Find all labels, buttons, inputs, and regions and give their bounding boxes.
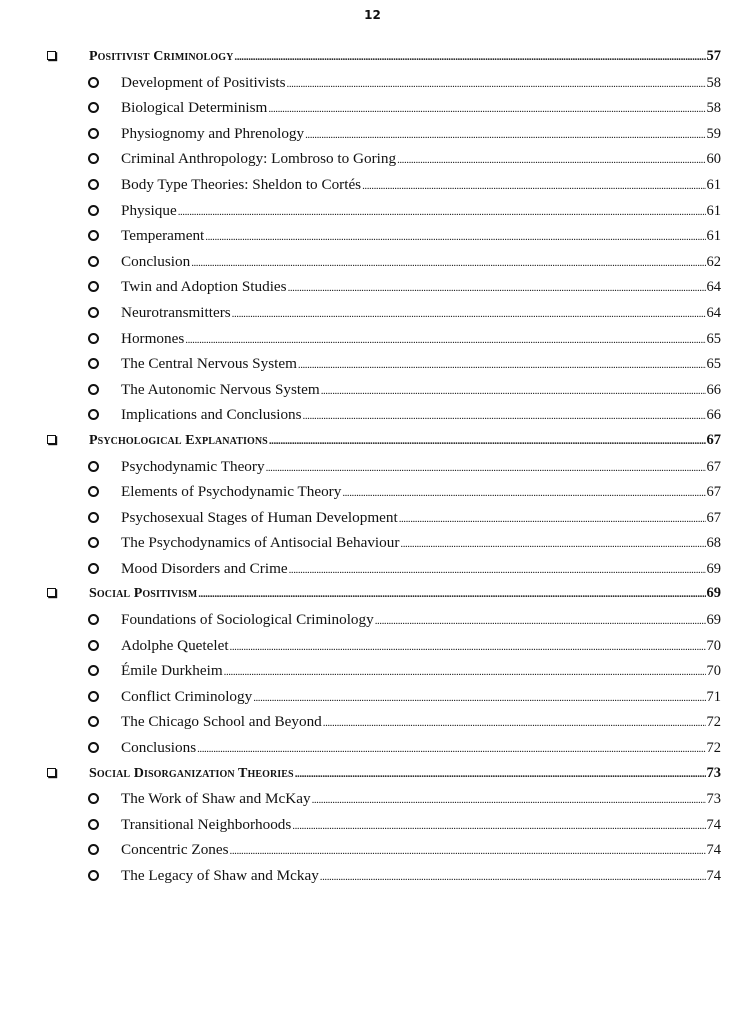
circle-bullet-icon bbox=[88, 870, 99, 881]
toc-page-number: 72 bbox=[706, 714, 721, 731]
toc-entry-title: Foundations of Sociological Criminology bbox=[121, 611, 374, 629]
toc-line bbox=[89, 761, 721, 787]
dot-leader bbox=[320, 865, 706, 891]
toc-page-number: 67 bbox=[706, 431, 721, 448]
toc-line bbox=[89, 44, 721, 70]
toc-subsection-entry bbox=[0, 377, 745, 403]
dot-leader bbox=[399, 507, 706, 533]
circle-bullet-icon bbox=[88, 793, 99, 804]
toc-line bbox=[121, 863, 721, 889]
dot-leader bbox=[205, 225, 705, 251]
toc-subsection-entry bbox=[0, 172, 745, 198]
toc-page-number: 58 bbox=[706, 74, 721, 91]
dot-leader bbox=[185, 328, 705, 354]
toc-subsection-entry bbox=[0, 837, 745, 863]
toc-subsection-entry bbox=[0, 300, 745, 326]
toc-page-number: 67 bbox=[706, 484, 721, 501]
toc-subsection-entry bbox=[0, 454, 745, 480]
toc-subsection-entry bbox=[0, 479, 745, 505]
dot-leader bbox=[268, 97, 705, 123]
toc-line bbox=[121, 121, 721, 147]
circle-bullet-icon bbox=[88, 205, 99, 216]
dot-leader bbox=[289, 558, 706, 584]
dot-leader bbox=[198, 582, 705, 608]
toc-subsection-entry bbox=[0, 658, 745, 684]
toc-subsection-entry bbox=[0, 607, 745, 633]
dot-leader bbox=[298, 353, 706, 379]
dot-leader bbox=[288, 276, 706, 302]
toc-page-number: 74 bbox=[706, 816, 721, 833]
toc-subsection-entry bbox=[0, 198, 745, 224]
toc-line bbox=[121, 223, 721, 249]
toc-subsection-entry bbox=[0, 326, 745, 352]
circle-bullet-icon bbox=[88, 281, 99, 292]
toc-page-number: 66 bbox=[706, 407, 721, 424]
toc-entry-title: Concentric Zones bbox=[121, 841, 229, 859]
dot-leader bbox=[342, 481, 705, 507]
toc-line bbox=[121, 812, 721, 838]
dot-leader bbox=[269, 429, 706, 455]
toc-entry-title: The Work of Shaw and McKay bbox=[121, 790, 311, 808]
circle-bullet-icon bbox=[88, 128, 99, 139]
toc-line bbox=[121, 505, 721, 531]
circle-bullet-icon bbox=[88, 384, 99, 395]
toc-line bbox=[121, 556, 721, 582]
circle-bullet-icon bbox=[88, 486, 99, 497]
toc-page-number: 69 bbox=[706, 612, 721, 629]
toc-line bbox=[121, 735, 721, 761]
toc-entry-title: Implications and Conclusions bbox=[121, 406, 302, 424]
page-number: 12 bbox=[364, 8, 381, 22]
dot-leader bbox=[197, 737, 705, 763]
dot-leader bbox=[397, 148, 705, 174]
circle-bullet-icon bbox=[88, 230, 99, 241]
circle-bullet-icon bbox=[88, 844, 99, 855]
toc-entry-title: Émile Durkheim bbox=[121, 662, 223, 680]
dot-leader bbox=[234, 45, 705, 71]
toc-page-number: 57 bbox=[706, 48, 721, 64]
dot-leader bbox=[312, 788, 706, 814]
toc-entry-title: Mood Disorders and Crime bbox=[121, 559, 288, 577]
toc-entry-title: The Central Nervous System bbox=[121, 355, 297, 373]
toc-page-number: 73 bbox=[706, 764, 721, 781]
toc-entry-title: Positivist Criminology bbox=[89, 49, 234, 64]
circle-bullet-icon bbox=[88, 640, 99, 651]
toc-subsection-entry bbox=[0, 121, 745, 147]
toc-subsection-entry bbox=[0, 402, 745, 428]
toc-page-number: 62 bbox=[706, 253, 721, 270]
circle-bullet-icon bbox=[88, 333, 99, 344]
square-bullet-icon bbox=[47, 768, 56, 777]
toc-section-entry bbox=[0, 581, 745, 607]
circle-bullet-icon bbox=[88, 409, 99, 420]
dot-leader bbox=[178, 200, 706, 226]
toc-entry-title: Twin and Adoption Studies bbox=[121, 278, 287, 296]
circle-bullet-icon bbox=[88, 819, 99, 830]
toc-line bbox=[121, 454, 721, 480]
toc-page-number: 74 bbox=[706, 868, 721, 884]
circle-bullet-icon bbox=[88, 256, 99, 267]
toc-page-number: 69 bbox=[706, 560, 721, 577]
toc-entry-title: Transitional Neighborhoods bbox=[121, 815, 292, 833]
toc-line bbox=[89, 581, 721, 607]
toc-page-number: 58 bbox=[706, 100, 721, 117]
toc-line bbox=[121, 300, 721, 326]
toc-entry-title: The Chicago School and Beyond bbox=[121, 713, 322, 731]
toc-entry-title: Psychodynamic Theory bbox=[121, 457, 265, 475]
circle-bullet-icon bbox=[88, 153, 99, 164]
toc-subsection-entry bbox=[0, 505, 745, 531]
circle-bullet-icon bbox=[88, 102, 99, 113]
dot-leader bbox=[375, 609, 706, 635]
toc-entry-title: Neurotransmitters bbox=[121, 303, 231, 321]
toc-page-number: 68 bbox=[706, 535, 721, 552]
circle-bullet-icon bbox=[88, 358, 99, 369]
toc-entry-title: The Autonomic Nervous System bbox=[121, 380, 320, 398]
toc-entry-title: Body Type Theories: Sheldon to Cortés bbox=[121, 175, 362, 193]
square-bullet-icon bbox=[47, 435, 56, 444]
toc-section-entry bbox=[0, 44, 745, 70]
toc-page-number: 61 bbox=[706, 202, 721, 219]
circle-bullet-icon bbox=[88, 563, 99, 574]
dot-leader bbox=[230, 635, 706, 661]
toc-page-number: 74 bbox=[706, 842, 721, 859]
toc-page-number: 71 bbox=[706, 688, 721, 705]
toc-subsection-entry bbox=[0, 786, 745, 812]
toc-entry-title: Elements of Psychodynamic Theory bbox=[121, 483, 342, 501]
toc-page-number: 67 bbox=[706, 509, 721, 526]
toc-line bbox=[121, 402, 721, 428]
toc-page-number: 66 bbox=[706, 381, 721, 398]
toc-section-entry bbox=[0, 761, 745, 787]
toc-entry-title: Conclusions bbox=[121, 739, 197, 757]
toc-entry-title: Conclusion bbox=[121, 252, 191, 270]
toc-page-number: 60 bbox=[706, 151, 721, 168]
toc-line bbox=[121, 172, 721, 198]
toc-line bbox=[121, 837, 721, 863]
toc-line bbox=[121, 70, 721, 96]
toc-entry-title: Criminal Anthropology: Lombroso to Goring bbox=[121, 150, 397, 168]
circle-bullet-icon bbox=[88, 716, 99, 727]
toc-entry-title: Social Disorganization Theories bbox=[89, 765, 294, 781]
dot-leader bbox=[232, 302, 706, 328]
toc-entry-title: Physique bbox=[121, 201, 177, 219]
toc-line bbox=[121, 198, 721, 224]
toc-subsection-entry bbox=[0, 274, 745, 300]
toc-subsection-entry bbox=[0, 70, 745, 96]
dot-leader bbox=[253, 686, 705, 712]
dot-leader bbox=[191, 251, 705, 277]
toc-line bbox=[121, 607, 721, 633]
dot-leader bbox=[295, 762, 706, 788]
toc-subsection-entry bbox=[0, 709, 745, 735]
toc-subsection-entry bbox=[0, 249, 745, 275]
toc-line bbox=[89, 428, 721, 454]
toc-page-number: 59 bbox=[706, 125, 721, 142]
toc-page-number: 70 bbox=[706, 663, 721, 680]
square-bullet-icon bbox=[47, 588, 56, 597]
toc-page-number: 73 bbox=[706, 791, 721, 808]
circle-bullet-icon bbox=[88, 665, 99, 676]
toc-entry-title: The Legacy of Shaw and Mckay bbox=[121, 867, 319, 884]
dot-leader bbox=[292, 814, 705, 840]
toc-subsection-entry bbox=[0, 95, 745, 121]
toc-line bbox=[121, 530, 721, 556]
toc-line bbox=[121, 146, 721, 172]
toc-subsection-entry bbox=[0, 735, 745, 761]
toc-entry-title: Temperament bbox=[121, 227, 205, 245]
dot-leader bbox=[305, 123, 705, 149]
dot-leader bbox=[266, 456, 706, 482]
toc-line bbox=[121, 274, 721, 300]
toc-page-number: 64 bbox=[706, 279, 721, 296]
toc-line bbox=[121, 479, 721, 505]
toc-subsection-entry bbox=[0, 633, 745, 659]
toc-entry-title: Psychological Explanations bbox=[89, 432, 268, 448]
toc-line bbox=[121, 658, 721, 684]
toc-entry-title: Adolphe Quetelet bbox=[121, 636, 229, 654]
circle-bullet-icon bbox=[88, 461, 99, 472]
toc-line bbox=[121, 684, 721, 710]
dot-leader bbox=[287, 72, 706, 98]
toc-line bbox=[121, 377, 721, 403]
toc-subsection-entry bbox=[0, 351, 745, 377]
toc-line bbox=[121, 633, 721, 659]
toc-line bbox=[121, 786, 721, 812]
circle-bullet-icon bbox=[88, 179, 99, 190]
toc-entry-title: Physiognomy and Phrenology bbox=[121, 124, 305, 142]
toc-subsection-entry bbox=[0, 556, 745, 582]
toc-entry-title: Conflict Criminology bbox=[121, 687, 253, 705]
toc-page-number: 69 bbox=[706, 585, 721, 602]
circle-bullet-icon bbox=[88, 307, 99, 318]
toc-page-number: 65 bbox=[706, 356, 721, 373]
dot-leader bbox=[400, 532, 705, 558]
table-of-contents bbox=[0, 44, 745, 889]
circle-bullet-icon bbox=[88, 742, 99, 753]
toc-entry-title: Biological Determinism bbox=[121, 99, 268, 117]
toc-entry-title: Development of Positivists bbox=[121, 73, 286, 91]
toc-page-number: 64 bbox=[706, 304, 721, 321]
toc-page-number: 61 bbox=[706, 228, 721, 245]
toc-section-entry bbox=[0, 428, 745, 454]
toc-line bbox=[121, 95, 721, 121]
toc-page-number: 61 bbox=[706, 176, 721, 193]
toc-line bbox=[121, 709, 721, 735]
dot-leader bbox=[230, 839, 706, 865]
toc-line bbox=[121, 326, 721, 352]
circle-bullet-icon bbox=[88, 614, 99, 625]
toc-subsection-entry bbox=[0, 223, 745, 249]
circle-bullet-icon bbox=[88, 537, 99, 548]
toc-line bbox=[121, 249, 721, 275]
circle-bullet-icon bbox=[88, 512, 99, 523]
toc-subsection-entry bbox=[0, 812, 745, 838]
dot-leader bbox=[224, 660, 706, 686]
dot-leader bbox=[323, 711, 706, 737]
circle-bullet-icon bbox=[88, 77, 99, 88]
toc-subsection-entry bbox=[0, 530, 745, 556]
toc-subsection-entry bbox=[0, 863, 745, 889]
dot-leader bbox=[303, 404, 706, 430]
toc-subsection-entry bbox=[0, 684, 745, 710]
toc-line bbox=[121, 351, 721, 377]
toc-page-number: 65 bbox=[706, 330, 721, 347]
toc-entry-title: The Psychodynamics of Antisocial Behaviour bbox=[121, 534, 400, 552]
dot-leader bbox=[362, 174, 705, 200]
toc-entry-title: Hormones bbox=[121, 329, 185, 347]
dot-leader bbox=[321, 379, 706, 405]
circle-bullet-icon bbox=[88, 691, 99, 702]
toc-page-number: 72 bbox=[706, 740, 721, 757]
toc-page-number: 67 bbox=[706, 458, 721, 475]
toc-entry-title: Social Positivism bbox=[89, 586, 198, 602]
toc-page-number: 70 bbox=[706, 637, 721, 654]
toc-subsection-entry bbox=[0, 146, 745, 172]
square-bullet-icon bbox=[47, 51, 56, 60]
toc-entry-title: Psychosexual Stages of Human Development bbox=[121, 508, 398, 526]
